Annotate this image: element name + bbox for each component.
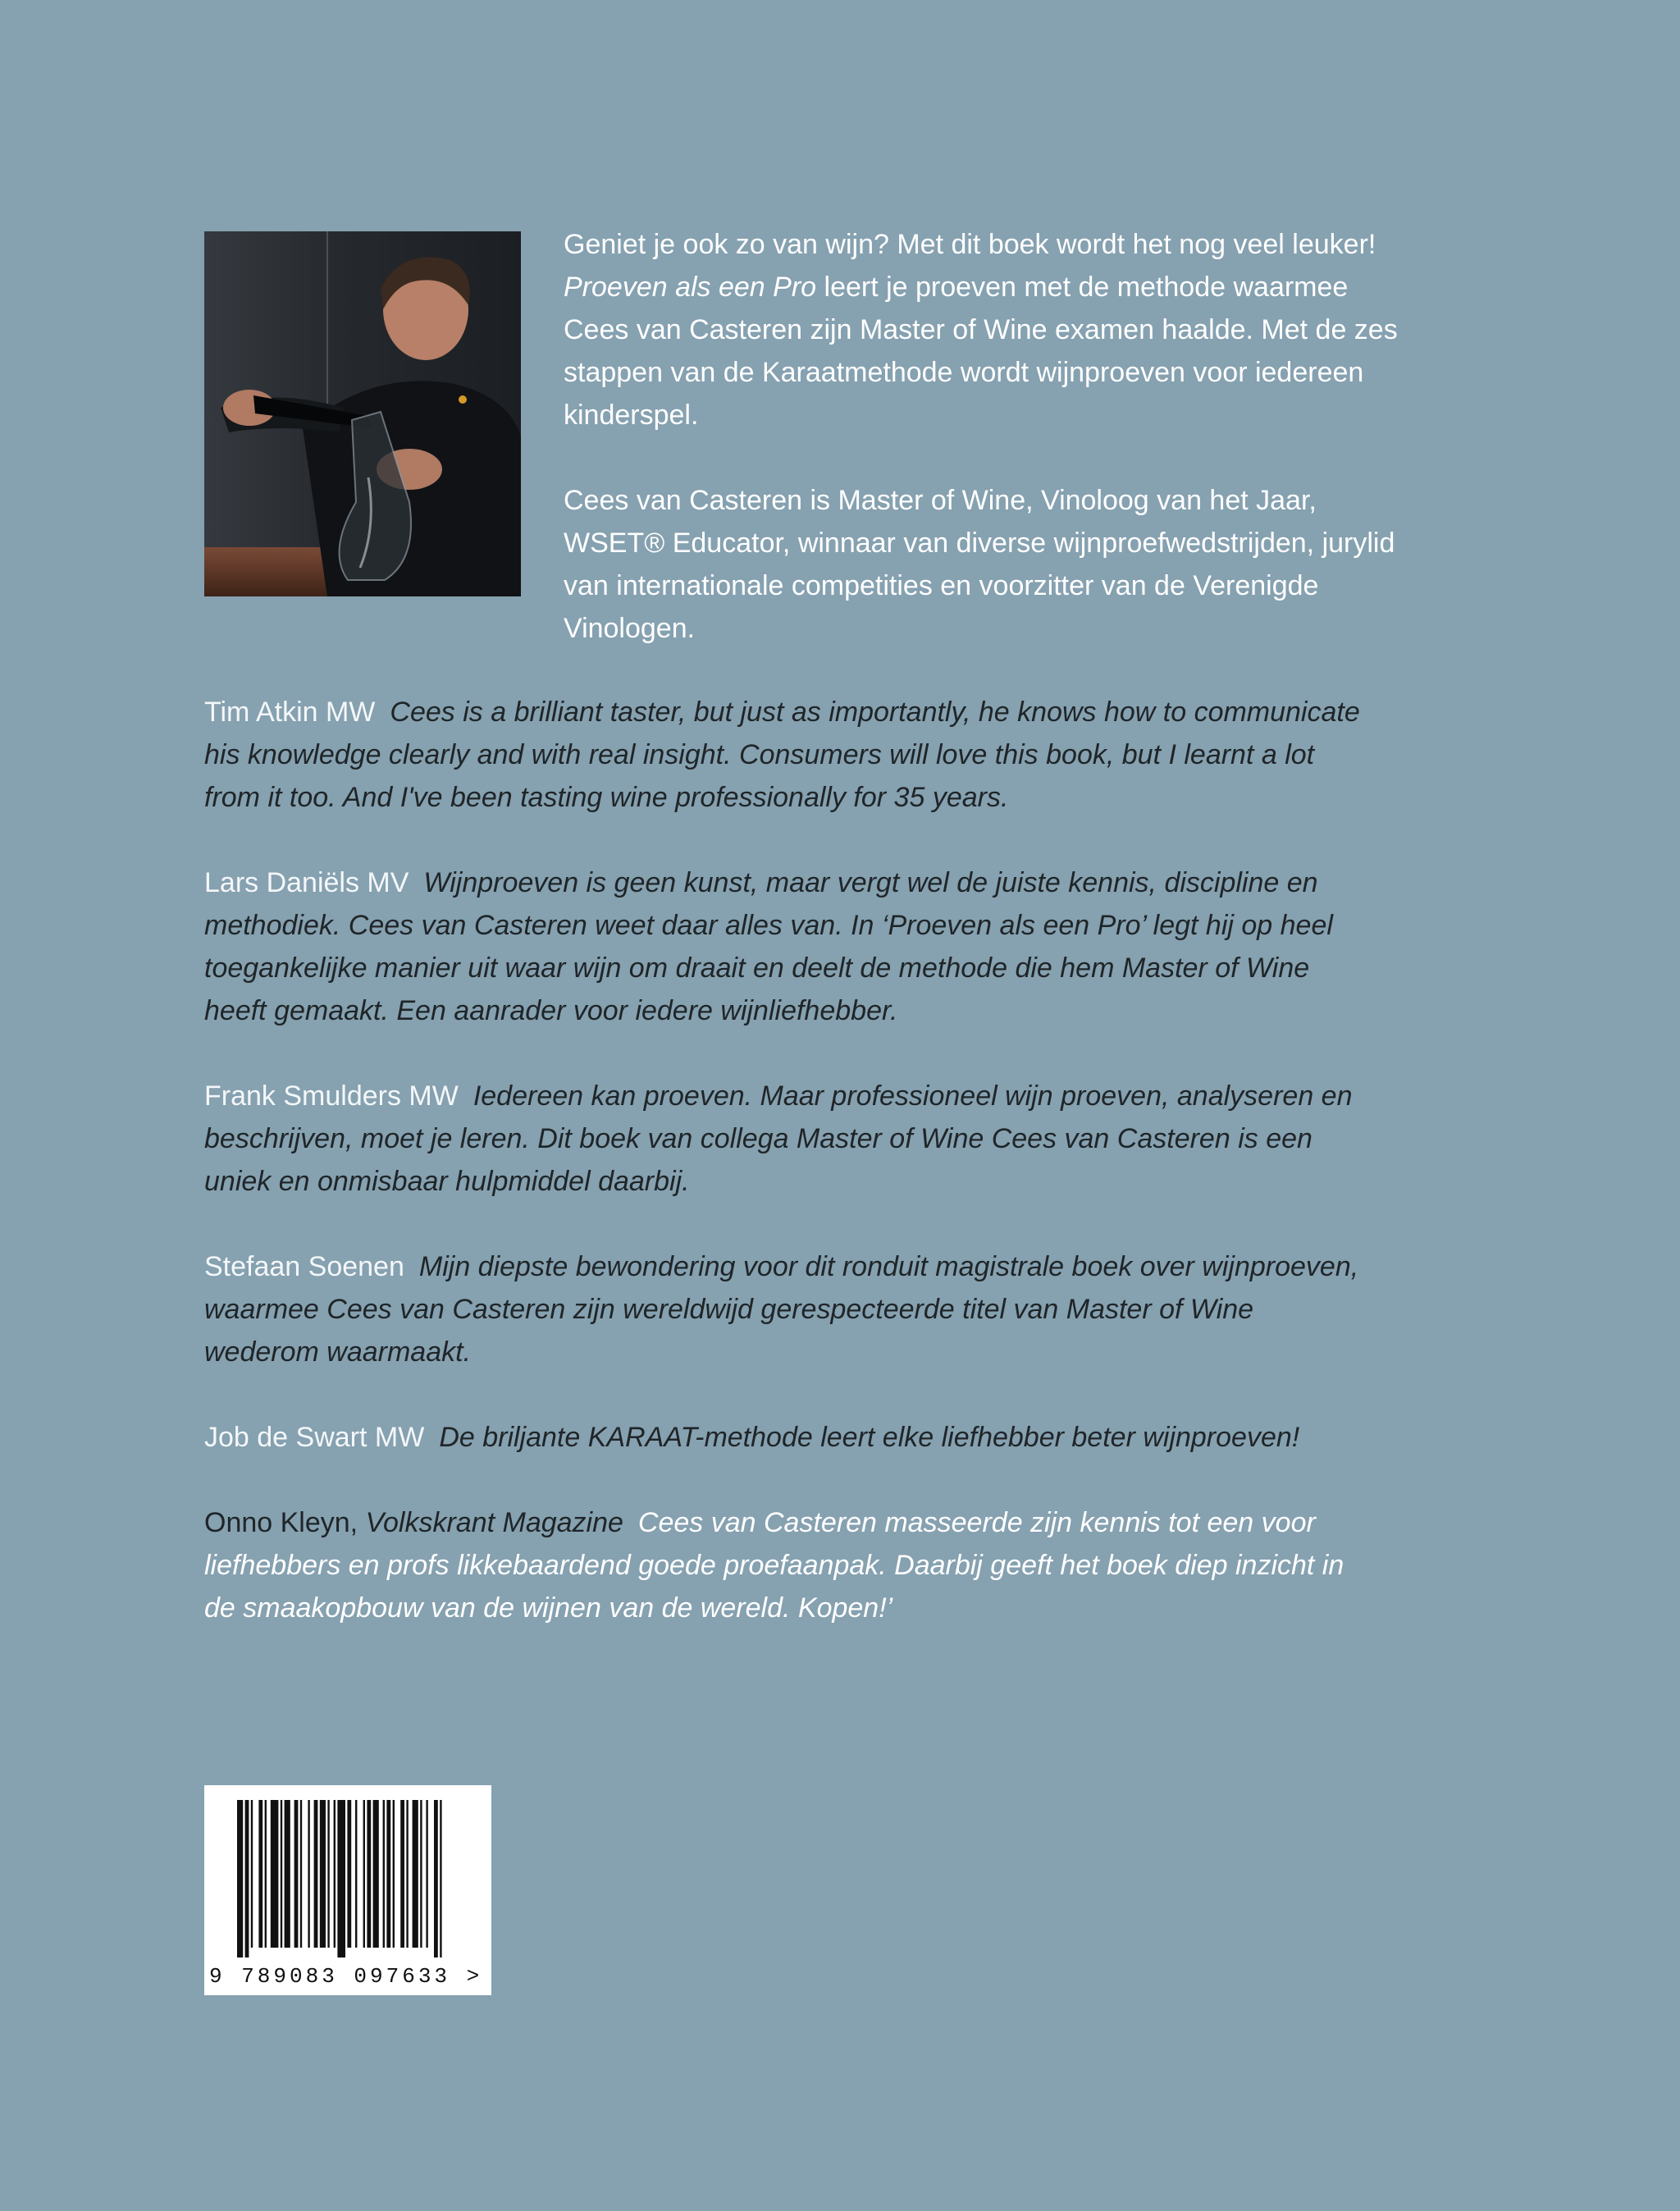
barcode-bar	[434, 1800, 438, 1957]
barcode-bar	[373, 1800, 379, 1948]
endorsement-author: Onno Kleyn,	[204, 1507, 358, 1538]
barcode-bar	[426, 1800, 427, 1948]
barcode-bar	[367, 1800, 371, 1948]
endorsement-author: Tim Atkin MW	[204, 697, 376, 728]
barcode-bar	[265, 1800, 267, 1948]
endorsement-press	[204, 1501, 1369, 1629]
barcode-bar	[400, 1800, 404, 1948]
barcode-bar	[300, 1800, 302, 1948]
barcode-bar	[320, 1800, 326, 1948]
barcode-bar	[237, 1800, 243, 1957]
endorsement	[204, 1075, 1369, 1203]
barcode-bar	[420, 1800, 422, 1948]
endorsements	[204, 691, 1369, 1672]
barcode-bar	[347, 1800, 351, 1948]
barcode-bar	[245, 1800, 249, 1957]
barcode-bar	[271, 1800, 279, 1948]
barcode-bar	[383, 1800, 385, 1948]
endorsement-author: Frank Smulders MW	[204, 1080, 459, 1112]
barcode-bar	[355, 1800, 357, 1948]
endorsement-author: Job de Swart MW	[204, 1422, 425, 1453]
endorsement	[204, 691, 1369, 819]
barcode-bar	[251, 1800, 253, 1948]
endorsement-text: De briljante KARAAT-methode leert elke liefhebber beter wijnproeven!	[439, 1422, 1300, 1453]
barcode-bar	[327, 1800, 329, 1948]
endorsement-text: Cees van Casteren masseerde zijn kennis tot een voor liefhebbers en profs likkebaardend goede proefaanpak. Daarbij geeft het boek diep inzicht in de smaakopbouw van de wijnen van de wereld. Kopen!’	[204, 1507, 1344, 1624]
book-title: Proeven als een Pro	[564, 272, 817, 303]
endorsement-author: Lars Daniëls MV	[204, 867, 409, 898]
barcode-bar	[413, 1800, 418, 1948]
intro-paragraph-2: Cees van Casteren is Master of Wine, Vinoloog van het Jaar, WSET® Educator, winnaar van diverse wijnproefwedstrijden, jurylid van internationale competities en voorzitter van de Verenigde Vinologen.	[564, 485, 1395, 644]
endorsement-text: Wijnproeven is geen kunst, maar vergt wel de juiste kennis, discipline en methodiek. Cees van Casteren weet daar alles van. In ‘Proeven als een Pro’ legt hij op heel toegankelijke manier uit waar wijn om draait en deelt de methode die hem Master of Wine heeft gemaakt. Een aanrader voor iedere wijnliefhebber.	[204, 867, 1333, 1026]
endorsement	[204, 861, 1369, 1032]
isbn-digits: 9 789083 097633 >	[209, 1964, 483, 1989]
barcode-bar	[294, 1800, 299, 1948]
author-photo	[204, 231, 521, 596]
endorsement-author: Stefaan Soenen	[204, 1251, 404, 1282]
barcode-bar	[386, 1800, 390, 1948]
endorsement	[204, 1245, 1369, 1373]
barcode-bar	[285, 1800, 290, 1948]
endorsement-publication: Volkskrant Magazine	[365, 1507, 623, 1538]
intro-text	[564, 223, 1408, 692]
barcode-bar	[393, 1800, 395, 1948]
endorsement-text: Cees is a brilliant taster, but just as importantly, he knows how to communicate his knowledge clearly and with real insight. Consumers will love this book, but I learnt a lot from it too. And I've been tasting wine professionally for 35 years.	[204, 697, 1360, 813]
barcode-bar	[363, 1800, 365, 1948]
barcode-bar	[440, 1800, 441, 1957]
barcode-bar	[314, 1800, 318, 1948]
barcode-bar	[308, 1800, 309, 1948]
isbn-barcode	[204, 1785, 491, 1995]
endorsement	[204, 1416, 1369, 1459]
barcode-bar	[334, 1800, 336, 1948]
intro-paragraph-1: Geniet je ook zo van wijn? Met dit boek wordt het nog veel leuker! Proeven als een Pro leert je proeven met de methode waarmee Cees van Casteren zijn Master of Wine examen haalde. Met de zes stappen van de Karaatmethode wordt wijnproeven voor iedereen kinderspel.	[564, 229, 1398, 431]
barcode-bar	[337, 1800, 345, 1957]
barcode-bar	[406, 1800, 408, 1948]
endorsement-text: Mijn diepste bewondering voor dit ronduit magistrale boek over wijnproeven, waarmee Cees van Casteren zijn wereldwijd gerespecteerde titel van Master of Wine wederom waarmaakt.	[204, 1251, 1359, 1368]
endorsement-text: Iedereen kan proeven. Maar professioneel wijn proeven, analyseren en beschrijven, moet je leren. Dit boek van collega Master of Wine Cees van Casteren is een uniek en onmisbaar hulpmiddel daarbij.	[204, 1080, 1353, 1197]
barcode-bar	[281, 1800, 282, 1948]
barcode-bar	[258, 1800, 262, 1948]
